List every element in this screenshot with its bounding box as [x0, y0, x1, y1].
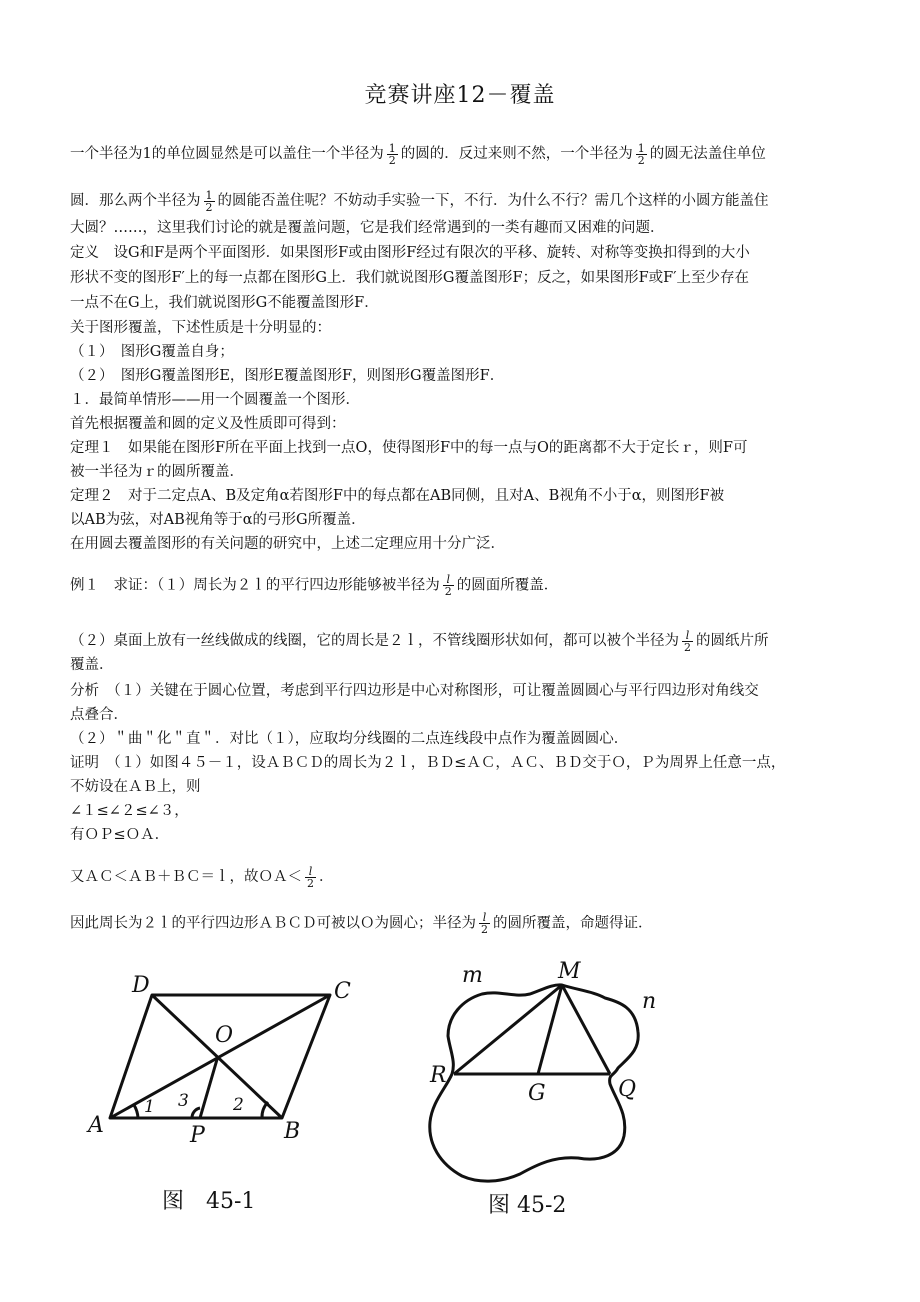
figure-45-1: [70, 960, 370, 1250]
proof-line-4: 有ＯＰ≤ＯＡ．: [70, 827, 170, 843]
example-1-part-2: （２）桌面上放有一丝线做成的线圈，它的周长是２ｌ，不管线圈形状如何，都可以被个半径为 $\frac{l}{2}$ 的圆纸片所: [70, 629, 769, 654]
theorem-1-line-2: 被一半径为ｒ的圆所覆盖．: [70, 464, 244, 480]
analysis-line-3: （２）＂曲＂化＂直＂．对比（１），应取均分线圈的二点连线段中点作为覆盖圆圆心．: [70, 731, 629, 747]
property-2: （２） 图形G覆盖图形E，图形E覆盖图形F，则图形G覆盖图形F．: [70, 368, 505, 384]
definition-line-2: 形状不变的图形F′上的每一点都在图形G上．我们就说图形G覆盖图形F；反之，如果图形F或F′上至少存在: [70, 270, 749, 286]
proof-line-2: 不妨设在ＡＢ上，则: [70, 779, 201, 795]
label-m: M: [558, 959, 581, 984]
property-1: （１） 图形G覆盖自身；: [70, 344, 234, 360]
proof-line-6: 因此周长为２ｌ的平行四边形ＡＢＣＤ可被以Ｏ为圆心；半径为 $\frac{l}{2}$ 的圆所覆盖，命题得证．: [70, 911, 653, 936]
theorem-2-line-2: 以AB为弦，对AB视角等于α的弓形G所覆盖．: [70, 512, 366, 528]
section-heading: １．最简单情形——用一个圆覆盖一个图形．: [70, 392, 360, 408]
label-p: P: [190, 1123, 205, 1148]
intro-line-2: 圆．那么两个半径为 $\frac{1}{2}$ 的圆能否盖住呢？不妨动手实验一下，不行．为什么不行？需几个这样的小圆方能盖住: [70, 189, 769, 214]
fraction-one-half: $\frac{1}{2}$: [637, 142, 645, 167]
angle-1-arc: [134, 1105, 138, 1118]
fraction-one-half: $\frac{1}{2}$: [205, 189, 213, 214]
angle-label-3: 3: [178, 1091, 189, 1111]
label-g: G: [528, 1081, 546, 1106]
example-1-part-1: 例１ 求证：（１）周长为２ｌ的平行四边形能够被半径为 $\frac{l}{2}$ 的圆面所覆盖．: [70, 573, 559, 598]
figure-45-2: [410, 950, 690, 1250]
fraction-l-half: $\frac{l}{2}$: [444, 573, 452, 598]
figure-45-2-caption: 图 45-2: [488, 1193, 567, 1218]
label-c: C: [334, 979, 351, 1004]
proof-line-1: 证明 （１）如图４５－１，设ＡＢＣＤ的周长为２ｌ，ＢＤ≤ＡＣ，ＡＣ、ＢＤ交于Ｏ，Ｐ为周界上任意一点，: [70, 755, 786, 771]
section-lead: 首先根据覆盖和圆的定义及性质即可得到：: [70, 416, 346, 432]
label-q: Q: [618, 1077, 637, 1102]
label-m-lower: m: [462, 963, 483, 988]
proof-line-5: 又ＡＣ＜ＡＢ＋ＢＣ＝ｌ，故ＯＡ＜ $\frac{l}{2}$ ．: [70, 865, 334, 890]
page-title: 竞赛讲座12－覆盖: [364, 83, 556, 108]
angle-2-arc: [262, 1102, 268, 1118]
angle-label-2: 2: [233, 1095, 244, 1115]
intro-line-1: 一个半径为1的单位圆显然是可以盖住一个半径为 $\frac{1}{2}$ 的圆的．反过来则不然，一个半径为 $\frac{1}{2}$ 的圆无法盖住单位: [70, 142, 766, 167]
intro-line-3: 大圆？……，这里我们讨论的就是覆盖问题，它是我们经常遇到的一类有趣而又困难的问题．: [70, 220, 665, 236]
fraction-l-half: $\frac{l}{2}$: [481, 911, 488, 936]
example-1-part-2-cont: 覆盖．: [70, 657, 114, 673]
fraction-l-half: $\frac{l}{2}$: [684, 629, 691, 654]
definition-line-1: 定义 设G和F是两个平面图形．如果图形F或由图形F经过有限次的平移、旋转、对称等变换扣得到的大小: [70, 245, 750, 261]
label-b: B: [284, 1119, 301, 1144]
segment-mg: [538, 985, 562, 1074]
definition-line-3: 一点不在G上，我们就说图形G不能覆盖图形F．: [70, 295, 379, 311]
figure-45-1-caption: 图 45-1: [162, 1189, 256, 1214]
label-a: A: [88, 1113, 104, 1138]
theorem-2-line-1: 定理２ 对于二定点A、B及定角α若图形F中的每点都在AB同侧，且对A、B视角不小于α，则图形F被: [70, 488, 725, 504]
label-n: n: [642, 989, 657, 1014]
diagonal-ac: [110, 995, 330, 1118]
application-note: 在用圆去覆盖图形的有关问题的研究中，上述二定理应用十分广泛．: [70, 536, 505, 552]
angle-label-1: 1: [144, 1097, 155, 1117]
proof-line-3: ∠１≤∠２≤∠３，: [70, 803, 189, 819]
label-o: O: [215, 1023, 234, 1048]
theorem-1-line-1: 定理１ 如果能在图形F所在平面上找到一点O，使得图形F中的每一点与O的距离都不大于定长ｒ，则F可: [70, 440, 748, 456]
properties-intro: 关于图形覆盖，下述性质是十分明显的：: [70, 320, 331, 336]
fraction-l-half: $\frac{l}{2}$: [307, 865, 314, 890]
fraction-one-half: $\frac{1}{2}$: [388, 142, 396, 167]
label-r: R: [430, 1063, 447, 1088]
label-d: D: [132, 973, 150, 998]
analysis-line-2: 点叠合．: [70, 707, 128, 723]
analysis-line-1: 分析 （１）关键在于圆心位置，考虑到平行四边形是中心对称图形，可让覆盖圆圆心与平行四边形对角线交: [70, 683, 759, 699]
